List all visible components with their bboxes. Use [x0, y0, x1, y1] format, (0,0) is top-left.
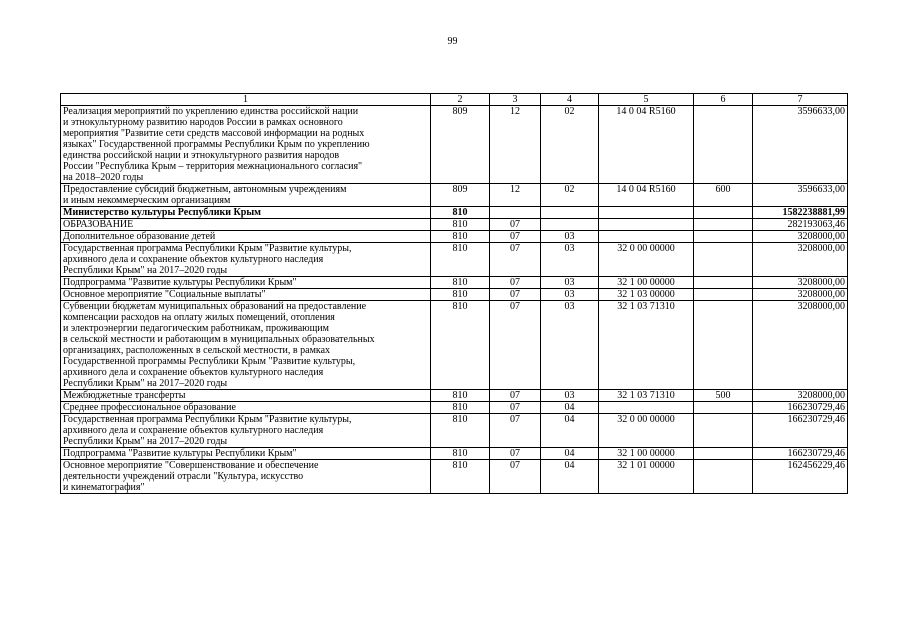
table-row: [61, 390, 848, 402]
subsection-code: 04: [541, 460, 599, 494]
section-code: 07: [490, 460, 541, 494]
subsection-code: 03: [541, 390, 599, 402]
subsection-code: 03: [541, 289, 599, 301]
expense-type-code: [694, 301, 753, 390]
table-row: [61, 184, 848, 207]
target-article-code: 32 1 03 71310: [599, 390, 694, 402]
column-header: 6: [694, 94, 753, 106]
amount: 3208000,00: [753, 277, 848, 289]
expense-type-code: [694, 277, 753, 289]
expense-type-code: 500: [694, 390, 753, 402]
section-code: 07: [490, 414, 541, 448]
section-code: 07: [490, 390, 541, 402]
table-body: [61, 106, 848, 494]
subsection-code: 03: [541, 301, 599, 390]
page-number: 99: [447, 36, 458, 47]
budget-table: [60, 93, 848, 494]
ministry-code: 810: [431, 243, 490, 277]
ministry-code: 810: [431, 402, 490, 414]
ministry-code: 810: [431, 414, 490, 448]
ministry-code: 810: [431, 301, 490, 390]
section-code: 12: [490, 106, 541, 184]
expense-type-code: [694, 402, 753, 414]
target-article-code: 32 1 01 00000: [599, 460, 694, 494]
expense-type-code: [694, 460, 753, 494]
subsection-code: [541, 219, 599, 231]
ministry-code: 810: [431, 277, 490, 289]
table-row: [61, 414, 848, 448]
expense-type-code: 600: [694, 184, 753, 207]
target-article-code: 14 0 04 R5160: [599, 106, 694, 184]
ministry-code: 810: [431, 289, 490, 301]
column-header: 2: [431, 94, 490, 106]
expense-type-code: [694, 414, 753, 448]
item-name: Дополнительное образование детей: [61, 231, 431, 243]
section-code: 07: [490, 402, 541, 414]
table-row: [61, 277, 848, 289]
amount: 166230729,46: [753, 448, 848, 460]
ministry-code: 810: [431, 219, 490, 231]
target-article-code: [599, 207, 694, 219]
expense-type-code: [694, 207, 753, 219]
item-name: Среднее профессиональное образование: [61, 402, 431, 414]
target-article-code: 32 1 03 00000: [599, 289, 694, 301]
target-article-code: 32 0 00 00000: [599, 243, 694, 277]
item-name: Подпрограмма "Развитие культуры Республики Крым": [61, 277, 431, 289]
expense-type-code: [694, 106, 753, 184]
column-header: 3: [490, 94, 541, 106]
item-name: Основное мероприятие "Совершенствование и обеспечение деятельности учреждений отрасли "Культура, искусство и кинематография": [61, 460, 431, 494]
amount: 3208000,00: [753, 231, 848, 243]
item-name: ОБРАЗОВАНИЕ: [61, 219, 431, 231]
amount: 3208000,00: [753, 243, 848, 277]
table-row: [61, 219, 848, 231]
table-row: [61, 402, 848, 414]
item-name: Реализация мероприятий по укреплению единства российской нации и этнокультурному развитию народов России в рамках основного мероприятия "Развитие сети средств массовой информации на родных языках" Государственной программы Республики Крым по укреплению единства российской нации и этнокультурного развития народов России "Республика Крым – территория межнационального согласия" на 2018–2020 годы: [61, 106, 431, 184]
subsection-code: 04: [541, 414, 599, 448]
amount: 3208000,00: [753, 301, 848, 390]
expense-type-code: [694, 289, 753, 301]
subsection-code: 03: [541, 277, 599, 289]
item-name: Основное мероприятие "Социальные выплаты": [61, 289, 431, 301]
ministry-code: 810: [431, 460, 490, 494]
section-code: 07: [490, 231, 541, 243]
item-name: Министерство культуры Республики Крым: [61, 207, 431, 219]
table-row: [61, 207, 848, 219]
target-article-code: [599, 402, 694, 414]
section-code: 07: [490, 219, 541, 231]
amount: 3208000,00: [753, 390, 848, 402]
amount: 3208000,00: [753, 289, 848, 301]
table-row: [61, 301, 848, 390]
expense-type-code: [694, 219, 753, 231]
expense-type-code: [694, 243, 753, 277]
header-row: [61, 94, 848, 106]
expense-type-code: [694, 448, 753, 460]
subsection-code: 02: [541, 106, 599, 184]
amount: 166230729,46: [753, 414, 848, 448]
target-article-code: 32 1 03 71310: [599, 301, 694, 390]
section-code: 12: [490, 184, 541, 207]
expense-type-code: [694, 231, 753, 243]
table-row: [61, 231, 848, 243]
section-code: 07: [490, 289, 541, 301]
amount: 3596633,00: [753, 184, 848, 207]
section-code: 07: [490, 277, 541, 289]
amount: 3596633,00: [753, 106, 848, 184]
target-article-code: [599, 219, 694, 231]
amount: 162456229,46: [753, 460, 848, 494]
subsection-code: 03: [541, 243, 599, 277]
subsection-code: 03: [541, 231, 599, 243]
table-row: [61, 448, 848, 460]
ministry-code: 809: [431, 184, 490, 207]
ministry-code: 810: [431, 207, 490, 219]
column-header: 1: [61, 94, 431, 106]
subsection-code: [541, 207, 599, 219]
subsection-code: 02: [541, 184, 599, 207]
target-article-code: 32 1 00 00000: [599, 277, 694, 289]
amount: 282193063,46: [753, 219, 848, 231]
item-name: Субвенции бюджетам муниципальных образований на предоставление компенсации расходов на оплату жилых помещений, отопления и электроэнергии педагогическим работникам, проживающим в сельской местности и работающим в муниципальных образовательных организациях, расположенных в сельской местности, в рамках Государственной программы Республики Крым "Развитие культуры, архивного дела и сохранение объектов культурного наследия Республики Крым" на 2017–2020 годы: [61, 301, 431, 390]
table-row: [61, 289, 848, 301]
ministry-code: 810: [431, 231, 490, 243]
item-name: Предоставление субсидий бюджетным, автономным учреждениям и иным некоммерческим организациям: [61, 184, 431, 207]
table-row: [61, 460, 848, 494]
target-article-code: 14 0 04 R5160: [599, 184, 694, 207]
section-code: 07: [490, 243, 541, 277]
target-article-code: [599, 231, 694, 243]
section-code: 07: [490, 301, 541, 390]
ministry-code: 809: [431, 106, 490, 184]
table-row: [61, 243, 848, 277]
column-header: 4: [541, 94, 599, 106]
item-name: Государственная программа Республики Крым "Развитие культуры, архивного дела и сохранение объектов культурного наследия Республики Крым" на 2017–2020 годы: [61, 414, 431, 448]
item-name: Государственная программа Республики Крым "Развитие культуры, архивного дела и сохранение объектов культурного наследия Республики Крым" на 2017–2020 годы: [61, 243, 431, 277]
section-code: 07: [490, 448, 541, 460]
column-header: 7: [753, 94, 848, 106]
ministry-code: 810: [431, 390, 490, 402]
subsection-code: 04: [541, 402, 599, 414]
amount: 166230729,46: [753, 402, 848, 414]
target-article-code: 32 0 00 00000: [599, 414, 694, 448]
ministry-code: 810: [431, 448, 490, 460]
section-code: [490, 207, 541, 219]
amount: 1582238881,99: [753, 207, 848, 219]
subsection-code: 04: [541, 448, 599, 460]
table-row: [61, 106, 848, 184]
item-name: Межбюджетные трансферты: [61, 390, 431, 402]
column-header: 5: [599, 94, 694, 106]
target-article-code: 32 1 00 00000: [599, 448, 694, 460]
item-name: Подпрограмма "Развитие культуры Республики Крым": [61, 448, 431, 460]
